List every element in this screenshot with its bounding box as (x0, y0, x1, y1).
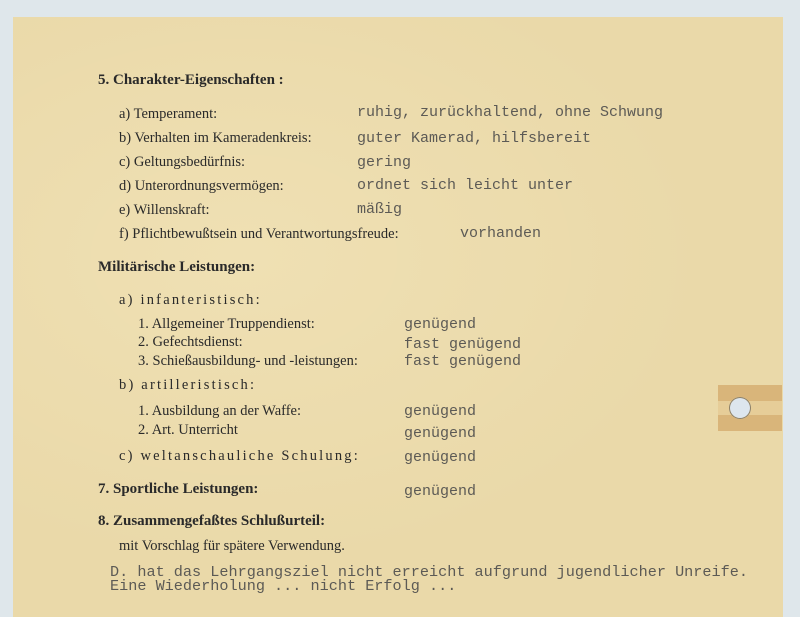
section-6-heading: Militärische Leistungen: (98, 259, 256, 275)
schlussurteil-text-line1: D. hat das Lehrgangsziel nicht erreicht aufgrund jugendlicher Unreife. (110, 563, 748, 581)
weltanschauliche-value: genügend (404, 449, 477, 466)
unterordnung-label: d) Unterordnungsvermögen: (119, 178, 284, 194)
temperament-value: ruhig, zurückhaltend, ohne Schwung (357, 104, 664, 121)
geltungsbeduerfnis-value: gering (357, 154, 412, 171)
gefechtsdienst-label: 2. Gefechtsdienst: (138, 334, 243, 350)
kameradenkreis-value: guter Kamerad, hilfsbereit (357, 130, 592, 147)
pflichtbewusstsein-label: f) Pflichtbewußtsein und Verantwortungsfreude: (119, 226, 399, 242)
art-unterricht-value: genügend (404, 425, 477, 442)
ausbildung-waffe-label: 1. Ausbildung an der Waffe: (138, 403, 302, 419)
schlussurteil-text-line2: Eine Wiederholung ... nicht Erfolg ... (110, 577, 457, 595)
section-8-subtitle: mit Vorschlag für spätere Verwendung. (119, 538, 345, 554)
schiessausbildung-label: 3. Schießausbildung- und -leistungen: (138, 353, 358, 369)
section-8-heading: 8. Zusammengefaßtes Schlußurteil: (98, 513, 326, 529)
unterordnung-value: ordnet sich leicht unter (357, 177, 574, 194)
schiessausbildung-value: fast genügend (404, 353, 522, 370)
pflichtbewusstsein-value: vorhanden (460, 225, 542, 242)
temperament-label: a) Temperament: (119, 106, 218, 122)
art-unterricht-label: 2. Art. Unterricht (138, 422, 238, 438)
truppendienst-value: genügend (404, 316, 477, 333)
willenskraft-value: mäßig (357, 201, 403, 218)
kameradenkreis-label: b) Verhalten im Kameradenkreis: (119, 130, 312, 146)
punch-hole (729, 397, 751, 419)
weltanschauliche-label: c) weltanschauliche Schulung: (119, 448, 360, 464)
infanteristisch-label: a) infanteristisch: (119, 292, 262, 308)
truppendienst-label: 1. Allgemeiner Truppendienst: (138, 316, 315, 332)
ausbildung-waffe-value: genügend (404, 403, 477, 420)
gefechtsdienst-value: fast genügend (404, 336, 522, 353)
background-edge (783, 17, 800, 584)
geltungsbeduerfnis-label: c) Geltungsbedürfnis: (119, 154, 246, 170)
artilleristisch-label: b) artilleristisch: (119, 377, 257, 393)
section-5-heading: 5. Charakter-Eigenschaften : (98, 72, 284, 88)
section-7-heading: 7. Sportliche Leistungen: (98, 481, 259, 497)
sportliche-leistungen-value: genügend (404, 483, 477, 500)
willenskraft-label: e) Willenskraft: (119, 202, 210, 218)
